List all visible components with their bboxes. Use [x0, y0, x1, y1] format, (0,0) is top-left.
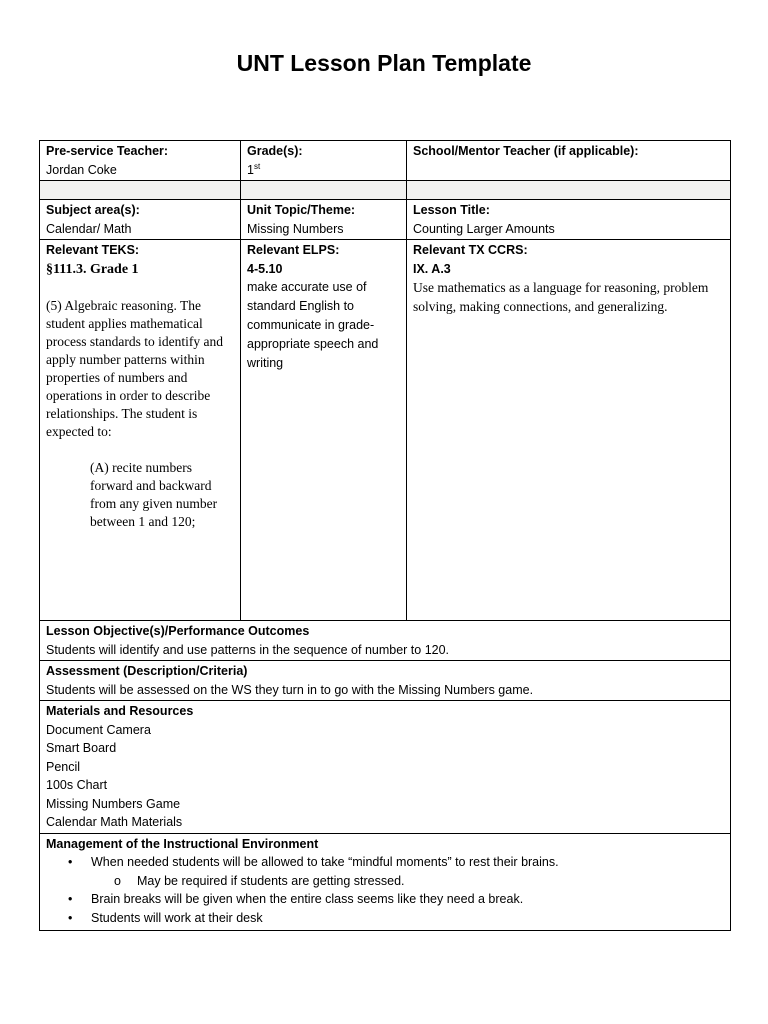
bullet-icon: •: [68, 910, 73, 925]
page-title: UNT Lesson Plan Template: [236, 50, 532, 76]
grade-value: 1: [247, 162, 254, 177]
subject-cell: [40, 200, 241, 240]
teacher-value: Jordan Coke: [46, 162, 117, 177]
ccrs-label: Relevant TX CCRS:: [413, 243, 528, 257]
teks-label: Relevant TEKS:: [46, 243, 140, 257]
assessment-row: [40, 661, 731, 701]
lesson-title-label: Lesson Title:: [413, 203, 490, 217]
lesson-title-value: Counting Larger Amounts: [413, 221, 555, 236]
list-item: Pencil: [46, 759, 81, 774]
bullet-icon: •: [68, 892, 73, 906]
objective-label: Lesson Objective(s)/Performance Outcomes: [46, 624, 310, 638]
materials-cell: [40, 701, 731, 834]
objective-text: Students will identify and use patterns in the sequence of number to 120.: [46, 642, 450, 657]
list-item: Smart Board: [46, 741, 117, 755]
grade-cell: [241, 141, 407, 181]
subject-row: [40, 200, 731, 240]
list-item: Missing Numbers Game: [46, 796, 181, 811]
management-cell: [40, 833, 731, 931]
teacher-cell: [40, 141, 241, 181]
list-item: 100s Chart: [46, 778, 108, 792]
school-label: School/Mentor Teacher (if applicable):: [413, 144, 639, 158]
teacher-label: Pre-service Teacher:: [46, 144, 169, 158]
circle-bullet-icon: o: [114, 873, 121, 888]
management-bullet: [46, 890, 724, 909]
spacer-cell: [241, 181, 407, 200]
grade-label: Grade(s):: [247, 144, 303, 158]
management-sub-bullet: [46, 872, 724, 891]
subject-value: Calendar/ Math: [46, 221, 132, 236]
management-bullet: [46, 909, 724, 928]
spacer-cell: [407, 181, 731, 200]
unit-label: Unit Topic/Theme:: [247, 203, 356, 217]
list-item: Calendar Math Materials: [46, 815, 183, 829]
spacer-row: [40, 181, 731, 200]
bullet-text: When needed students will be allowed to take “mindful moments” to rest their brains.: [91, 855, 559, 869]
lesson-plan-table: [39, 140, 731, 931]
ccrs-text: Use mathematics as a language for reasoning, problem solving, making connections, and generalizing.: [413, 280, 709, 314]
elps-code: 4-5.10: [247, 261, 283, 276]
materials-row: [40, 701, 731, 834]
elps-cell: [241, 240, 407, 621]
management-label: Management of the Instructional Environment: [46, 836, 319, 851]
bullet-text: Students will work at their desk: [91, 910, 263, 925]
sub-bullet-text: May be required if students are getting stressed.: [137, 873, 405, 888]
objective-cell: [40, 621, 731, 661]
spacer-cell: [40, 181, 241, 200]
assessment-cell: [40, 661, 731, 701]
ccrs-code: IX. A.3: [413, 261, 451, 276]
standards-row: [40, 240, 731, 621]
teks-heading: §111.3. Grade 1: [46, 261, 139, 277]
elps-label: Relevant ELPS:: [247, 243, 340, 257]
management-bullet: [46, 853, 724, 872]
teks-paragraph: (5) Algebraic reasoning. The student applies mathematical process standards to identify and apply number patterns within properties of numbers and operations in order to describe relationships. The student is expected to:: [46, 297, 223, 439]
unit-cell: [241, 200, 407, 240]
objective-row: [40, 621, 731, 661]
materials-list: [46, 721, 724, 832]
management-row: [40, 833, 731, 931]
assessment-text: Students will be assessed on the WS they turn in to go with the Missing Numbers game.: [46, 682, 534, 697]
subject-label: Subject area(s):: [46, 203, 140, 217]
unit-value: Missing Numbers: [247, 221, 344, 236]
list-item: Document Camera: [46, 722, 151, 737]
teacher-row: [40, 141, 731, 181]
assessment-label: Assessment (Description/Criteria): [46, 664, 248, 678]
bullet-text: Brain breaks will be given when the entire class seems like they need a break.: [91, 892, 524, 906]
lesson-title-cell: [407, 200, 731, 240]
materials-label: Materials and Resources: [46, 704, 194, 718]
teks-cell: [40, 240, 241, 621]
ccrs-cell: [407, 240, 731, 621]
grade-suffix: st: [253, 161, 261, 171]
elps-text: make accurate use of standard English to communicate in grade-appropriate speech and writing: [247, 280, 379, 370]
teks-item: (A) recite numbers forward and backward from any given number between 1 and 120;: [90, 459, 218, 529]
school-cell: [407, 141, 731, 181]
bullet-icon: •: [68, 855, 73, 869]
